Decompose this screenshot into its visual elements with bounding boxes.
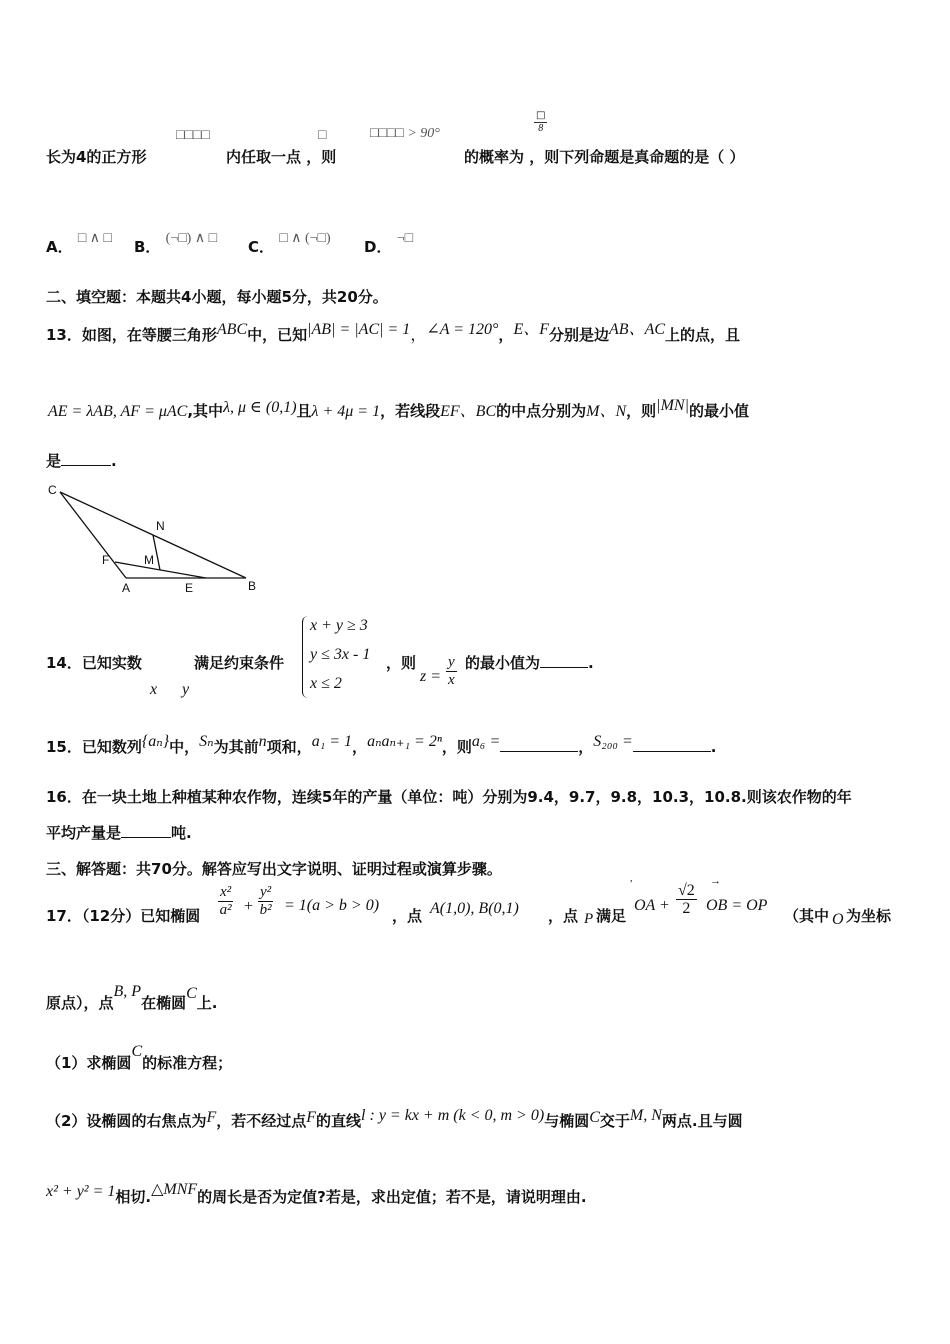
q17-p2-e: 交于 [599, 1112, 630, 1130]
q13-text-e: 上的点，且 [665, 326, 741, 344]
ellipse-y-den: b² [259, 902, 272, 918]
q17-line2 [46, 983, 218, 1013]
option-a-label: A． [46, 238, 73, 256]
ellipse-plus: + [244, 898, 254, 915]
triangle-figure [40, 484, 270, 600]
edge-ca [60, 492, 126, 578]
q14-z-den: x [448, 672, 455, 688]
q17-points: A(1,0), B(0,1) [430, 900, 519, 917]
q15-a6: a₆ = [471, 733, 501, 750]
q13-abs-mn: |MN| [656, 397, 689, 414]
option-c-expr: □ ∧ (¬□) [279, 231, 331, 246]
q16-answer-blank[interactable] [121, 823, 171, 838]
garbled-fragment-1: □□□□ [176, 128, 210, 143]
q17-text-d: 满足 [596, 907, 627, 925]
q13-l2-a: ,其中 [187, 402, 224, 420]
q17-l2-b: 在椭圆 [141, 994, 187, 1012]
q13-l2-b: 且 [296, 402, 312, 420]
q17-mn: M, N [629, 1107, 662, 1124]
constraint-brace [302, 616, 309, 698]
q13-edges: AB、AC [609, 321, 666, 338]
ellipse-x-den: a² [219, 902, 232, 918]
q17-p2-f1: F [206, 1109, 217, 1126]
q15-n: n [258, 733, 267, 750]
ellipse-y-num: y² [260, 884, 272, 900]
q14-answer-blank[interactable] [540, 653, 588, 668]
ellipse-x-fraction [218, 884, 233, 919]
q16-line2 [46, 822, 192, 843]
label-c: C [48, 484, 57, 497]
q17-p: P [584, 911, 594, 927]
label-n: N [156, 519, 165, 533]
q12-option-b[interactable] [134, 231, 218, 257]
label-e: E [185, 581, 194, 595]
q14-text-d [465, 652, 594, 673]
constraint-1: x + y ≥ 3 [310, 617, 368, 634]
q17-p2-c: 的直线 [316, 1112, 362, 1130]
q17-triangle: △MNF [151, 1181, 198, 1198]
q15-answer-blank-s200[interactable] [633, 737, 711, 752]
q12-option-c[interactable] [248, 231, 331, 257]
q15-sn: Sₙ [199, 733, 214, 750]
q13-cond1: |AB| = |AC| = 1 [307, 321, 411, 338]
q15-text-b: 中， [169, 738, 200, 756]
q13-l2-e: ，则 [626, 402, 657, 420]
q12-option-a[interactable] [46, 231, 113, 257]
q17-l2-a: 原点），点 [46, 994, 114, 1012]
q13-cond2: ∠A = 120° [426, 321, 499, 338]
q14-z-fraction [446, 654, 457, 689]
q14-end: . [588, 654, 594, 672]
q17-o: O [832, 911, 844, 928]
q15-answer-blank-a6[interactable] [500, 737, 578, 752]
q17-part2-line1 [46, 1107, 743, 1131]
ellipse-x-num: x² [220, 884, 232, 900]
q17-l2-c: 上. [196, 994, 218, 1012]
option-a-expr: □ ∧ □ [77, 231, 113, 246]
q17-p1-b: 的标准方程； [142, 1054, 233, 1072]
q17-bp: B, P [113, 983, 142, 1000]
q14-z-num: y [448, 654, 455, 670]
section3-title: 三、解答题：共70分。解答应写出文字说明、证明过程或演算步骤。 [46, 860, 502, 878]
q15-sep-2: ， [578, 738, 594, 756]
q15-seq: {aₙ} [141, 733, 170, 750]
q17-p1-a: （1）求椭圆 [46, 1054, 132, 1072]
q13-mn: M、N [586, 403, 627, 420]
label-m: M [144, 553, 154, 567]
q17-p2-h: 的周长是否为定值?若是，求出定值；若不是，请说明理由. [197, 1188, 587, 1206]
q13-l2-d: 的中点分别为 [496, 402, 587, 420]
segment-fe [115, 562, 206, 578]
q17-c: C [186, 985, 197, 1002]
option-b-expr: (¬□) ∧ □ [165, 231, 218, 246]
q12-line-part1: 长为4的正方形 [46, 148, 147, 166]
q13-line1: 13．如图，在等腰三角形ABC中，已知|AB| = |AC| = 1，∠A = 120°，E、F分别是边AB、AC上的点，且 [46, 321, 741, 344]
option-d-label: D． [364, 238, 392, 256]
q17-part1 [46, 1043, 233, 1073]
q13-text-d: 分别是边 [549, 326, 610, 344]
q17-text-a: 17．（12分）已知椭圆 [46, 907, 201, 925]
sqrt-num: √2 [678, 882, 695, 899]
q17-p2-g: 相切. [115, 1188, 152, 1206]
q14-text-c: ，则 [386, 654, 417, 672]
q14-text-b: 满足约束条件 [194, 654, 285, 672]
q17-line-eq: l : y = kx + m (k < 0, m > 0) [361, 1107, 545, 1124]
q14-var-y: y [182, 681, 190, 698]
q15-text-c: 为其前 [213, 738, 259, 756]
q14-text-a: 14．已知实数 [46, 654, 142, 672]
q17-vec-rest: OB = OP [706, 897, 768, 914]
q15-line [46, 733, 717, 757]
garbled-fragment-3: □□□□ > 90° [370, 126, 440, 141]
q13-range: λ, μ ∈ (0,1) [223, 399, 297, 416]
option-b-label: B． [134, 238, 161, 256]
garbled-fraction [534, 110, 547, 135]
q15-text-a: 15．已知数列 [46, 738, 142, 756]
q17-p2-d: 与椭圆 [544, 1112, 590, 1130]
q17-vec-oa: OA + [634, 897, 670, 914]
q13-l3-text: 是 [46, 452, 62, 470]
q15-s200: S₂₀₀ = [593, 733, 633, 750]
q13-l2-c: ，若线段 [380, 402, 441, 420]
q12-line-part3: 的概率为 ，则下列命题是真命题的是（ ） [464, 148, 745, 166]
q12-option-d[interactable] [364, 231, 414, 257]
vector-arrow-ob: → [710, 875, 721, 887]
label-f: F [102, 553, 110, 567]
option-d-expr: ¬□ [396, 231, 414, 246]
q13-segs: EF、BC [440, 403, 497, 420]
garbled-fraction-num: □ [536, 110, 546, 121]
q17-text-c: ，点 [548, 907, 579, 925]
ellipse-rhs: = 1(a > b > 0) [284, 897, 380, 914]
q14-d-text: 的最小值为 [465, 654, 541, 672]
section2-title: 二、填空题：本题共4小题，每小题5分，共20分。 [46, 288, 388, 306]
q15-end: . [710, 738, 717, 756]
q17-text-f: 为坐标 [846, 907, 892, 925]
segment-mn [153, 535, 160, 570]
q13-line3 [46, 450, 117, 471]
label-b: B [248, 579, 257, 593]
q17-text-b: ，点 [392, 907, 423, 925]
q15-sep-1: ， [352, 738, 368, 756]
q17-p2-f: 两点.且与圆 [661, 1112, 743, 1130]
label-a: A [122, 581, 131, 595]
sqrt-den: 2 [682, 900, 691, 917]
q16-l2-b: 吨. [171, 824, 192, 842]
q13-l3-end: . [111, 452, 117, 470]
q17-p2-b: ，若不经过点 [216, 1112, 307, 1130]
q17-p2-f2: F [306, 1109, 317, 1126]
ellipse-y-fraction [258, 884, 273, 919]
garbled-fraction-den: 8 [538, 123, 544, 134]
q17-p2-a: （2）设椭圆的右焦点为 [46, 1112, 207, 1130]
q13-text-b: 中，已知 [247, 326, 308, 344]
q13-text-c: ， [498, 326, 514, 344]
q17-p1-c: C [131, 1043, 143, 1060]
q15-cond2: aₙaₙ₊₁ = 2ⁿ [367, 733, 442, 750]
q13-l2-f: 的最小值 [688, 402, 749, 420]
q17-p2-c2: C [589, 1109, 600, 1126]
q13-answer-blank[interactable] [61, 451, 111, 466]
q14-z-lhs: z = [420, 668, 442, 685]
q15-cond1: a₁ = 1 [311, 733, 353, 750]
q13-abc: ABC [216, 321, 248, 338]
q13-text-a: 13．如图，在等腰三角形 [46, 326, 217, 344]
q17-circle: x² + y² = 1 [46, 1183, 116, 1200]
q17-part2-line2 [46, 1181, 587, 1207]
q13-line2 [48, 398, 749, 421]
garbled-fragment-2: □ [318, 128, 327, 143]
q15-text-d: 项和， [266, 738, 312, 756]
vector-arrow-mark: , [630, 873, 633, 884]
q13-cond: λ + 4μ = 1 [311, 403, 381, 420]
q15-text-e: ，则 [441, 738, 472, 756]
q17-text-e: （其中 [784, 907, 830, 925]
q13-vectors: AE = λAB, AF = μAC [48, 403, 188, 420]
q16-l2-a: 平均产量是 [46, 824, 122, 842]
option-c-label: C． [248, 238, 275, 256]
sqrt-fraction [676, 882, 697, 917]
constraint-3: x ≤ 2 [310, 675, 342, 692]
q13-ef: E、F [513, 321, 549, 338]
q14-var-x: x [150, 681, 158, 698]
q12-line-part2: 内任取一点 ，则 [226, 148, 337, 166]
constraint-2: y ≤ 3x - 1 [310, 646, 371, 663]
q16-line1: 16．在一块土地上种植某种农作物，连续5年的产量（单位：吨）分别为9.4，9.7，9.8，10.3，10.8.则该农作物的年 [46, 788, 852, 806]
